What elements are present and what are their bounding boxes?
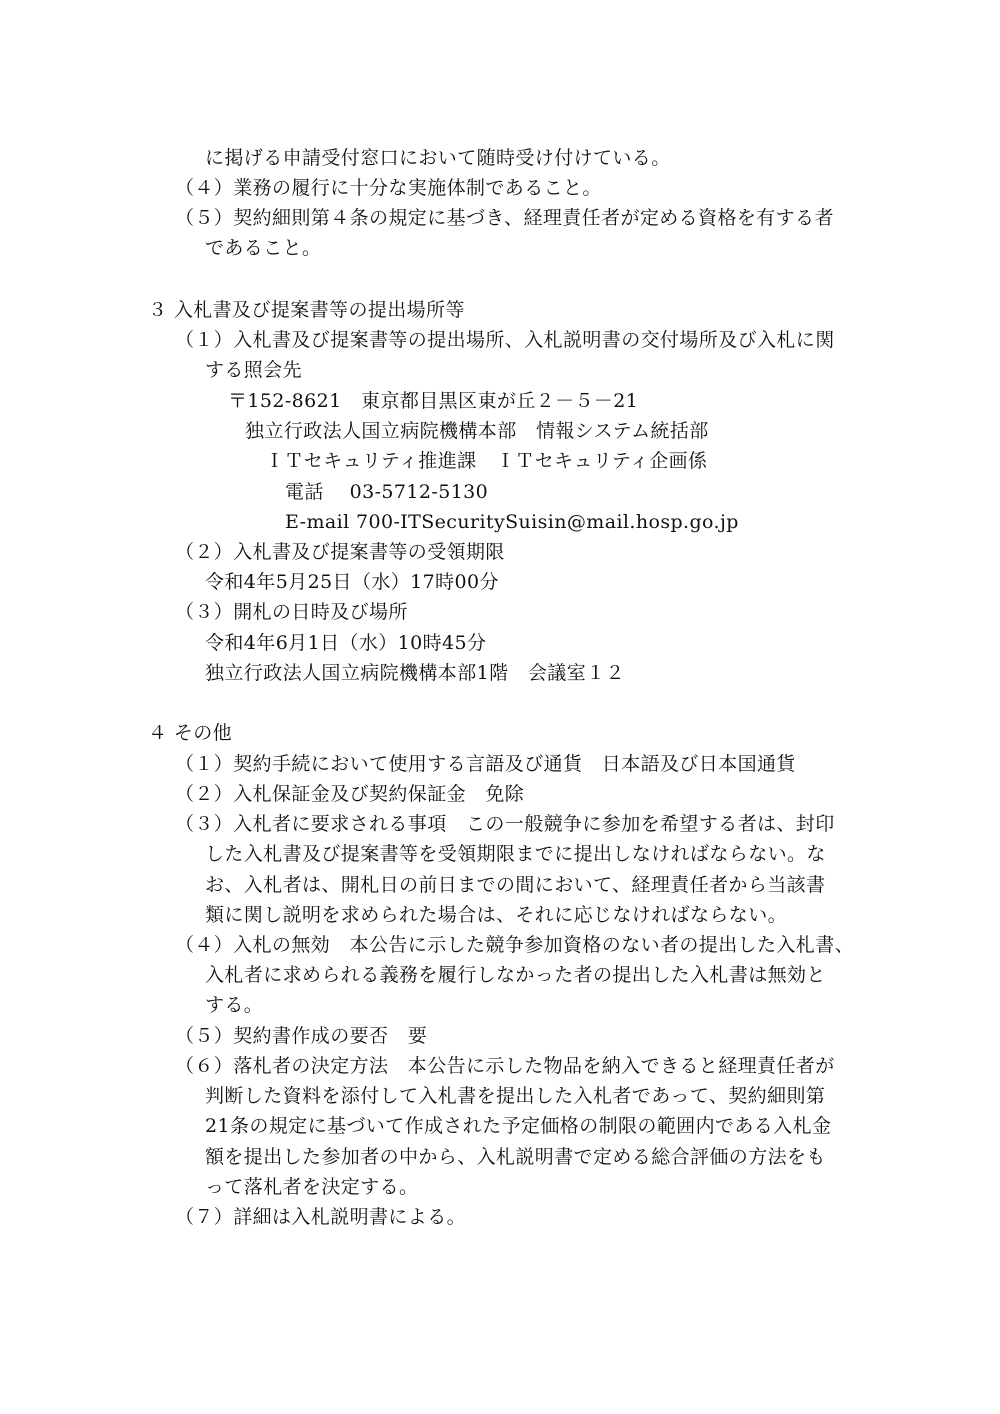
opening-date: 令和4年6月1日（水）10時45分	[205, 632, 487, 654]
section4-item-4-line1: （４）入札の無効 本公告に示した競争参加資格のない者の提出した入札書、	[175, 934, 855, 956]
section4-item-5: （５）契約書作成の要否 要	[175, 1025, 428, 1047]
section4-item-6-line2: 判断した資料を添付して入札書を提出した入札者であって、契約細則第	[205, 1085, 826, 1107]
section4-item-6-line3: 21条の規定に基づいて作成された予定価格の制限の範囲内である入札金	[205, 1115, 832, 1137]
section4-item-3-line1: （３）入札者に要求される事項 この一般競争に参加を希望する者は、封印	[175, 813, 835, 835]
section3-item-2: （２）入札書及び提案書等の受領期限	[175, 541, 505, 563]
section4-item-6-line4: 額を提出した参加者の中から、入札説明書で定める総合評価の方法をも	[205, 1146, 826, 1168]
section3-item-1-line2: する照会先	[205, 359, 303, 381]
contact-phone: 電話 03-5712-5130	[285, 481, 489, 503]
section2-item-4: （４）業務の履行に十分な実施体制であること。	[175, 177, 602, 199]
section4-item-3-line4: 類に関し説明を求められた場合は、それに応じなければならない。	[205, 904, 788, 926]
section3-heading: ３ 入札書及び提案書等の提出場所等	[148, 299, 465, 321]
section4-item-4-line3: する。	[205, 994, 264, 1016]
section4-heading: ４ その他	[148, 722, 233, 744]
section2-item-5-line2: であること。	[205, 237, 322, 259]
section4-item-6-line1: （６）落札者の決定方法 本公告に示した物品を納入できると経理責任者が	[175, 1055, 835, 1077]
deadline-value: 令和4年5月25日（水）17時00分	[205, 571, 499, 593]
section3-item-3: （３）開札の日時及び場所	[175, 601, 408, 623]
opening-place: 独立行政法人国立病院機構本部1階 会議室１２	[205, 662, 625, 684]
contact-postal-address: 〒152-8621 東京都目黒区東が丘２－５－21	[228, 390, 639, 412]
contact-department: ＩＴセキュリティ推進課 ＩＴセキュリティ企画係	[265, 450, 708, 472]
section4-item-3-line3: お、入札者は、開札日の前日までの間において、経理責任者から当該書	[205, 874, 826, 896]
contact-organization: 独立行政法人国立病院機構本部 情報システム統括部	[245, 420, 709, 442]
section4-item-2: （２）入札保証金及び契約保証金 免除	[175, 783, 525, 805]
contact-email: E-mail 700-ITSecuritySuisin@mail.hosp.go.jp	[285, 511, 739, 533]
section3-item-1-line1: （１）入札書及び提案書等の提出場所、入札説明書の交付場所及び入札に関	[175, 329, 835, 351]
section4-item-4-line2: 入札者に求められる義務を履行しなかった者の提出した入札書は無効と	[205, 964, 826, 986]
section4-item-3-line2: した入札書及び提案書等を受領期限までに提出しなければならない。な	[205, 843, 826, 865]
section2-item-5-line1: （５）契約細則第４条の規定に基づき、経理責任者が定める資格を有する者	[175, 207, 834, 229]
section4-item-7: （７）詳細は入札説明書による。	[175, 1206, 467, 1228]
section2-continuation: に掲げる申請受付窓口において随時受け付けている。	[205, 147, 671, 169]
section4-item-1: （１）契約手続において使用する言語及び通貨 日本語及び日本国通貨	[175, 753, 796, 775]
section4-item-6-line5: って落札者を決定する。	[205, 1176, 419, 1198]
